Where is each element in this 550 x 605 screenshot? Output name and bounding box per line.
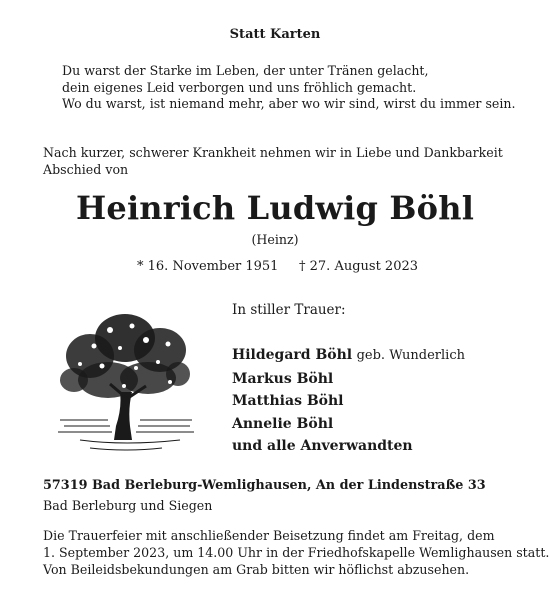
notice-line: Von Beileidsbekundungen am Grab bitten wir höflichst abzusehen.	[43, 562, 470, 577]
poem-line: Wo du warst, ist niemand mehr, aber wo wir sind, wirst du immer sein.	[62, 96, 516, 111]
intro-line: Nach kurzer, schwerer Krankheit nehmen wir in Liebe und Dankbarkeit	[43, 145, 503, 160]
intro-line: Abschied von	[43, 161, 129, 177]
family-member-name: Annelie Böhl	[232, 415, 334, 432]
birth-date: * 16. November 1951	[137, 259, 279, 274]
notice-line: Die Trauerfeier mit anschließender Beisetzung findet am Freitag, dem	[43, 528, 495, 543]
header-title: Statt Karten	[229, 27, 321, 42]
family-list	[232, 344, 465, 458]
deceased-name: Heinrich Ludwig Böhl	[75, 189, 475, 227]
poem-line: dein eigenes Leid verborgen und uns fröhlich gemacht.	[62, 79, 417, 95]
family-member-name: Markus Böhl	[232, 370, 334, 387]
tree-illustration-icon	[50, 308, 200, 458]
family-member-name: und alle Anverwandten	[232, 438, 413, 454]
family-member-name: Matthias Böhl	[232, 393, 344, 409]
poem	[62, 63, 516, 113]
family-member-note: geb. Wunderlich	[356, 348, 465, 363]
mourning-line: In stiller Trauer:	[232, 302, 346, 318]
death-date: † 27. August 2023	[299, 259, 419, 274]
poem-line: Du warst der Starke im Leben, der unter Tränen gelacht,	[62, 63, 429, 78]
deceased-nickname: (Heinz)	[251, 232, 299, 247]
intro-text	[43, 145, 503, 178]
family-member	[232, 344, 465, 368]
address: 57319 Bad Berleburg-Wemlighausen, An der Lindenstraße 33	[43, 478, 486, 493]
life-dates	[137, 259, 419, 274]
family-member-name: Hildegard Böhl	[232, 347, 353, 363]
funeral-notice	[43, 527, 549, 578]
notice-line: 1. September 2023, um 14.00 Uhr in der Friedhofskapelle Wemlighausen statt.	[43, 545, 550, 560]
city-line: Bad Berleburg und Siegen	[43, 498, 213, 513]
